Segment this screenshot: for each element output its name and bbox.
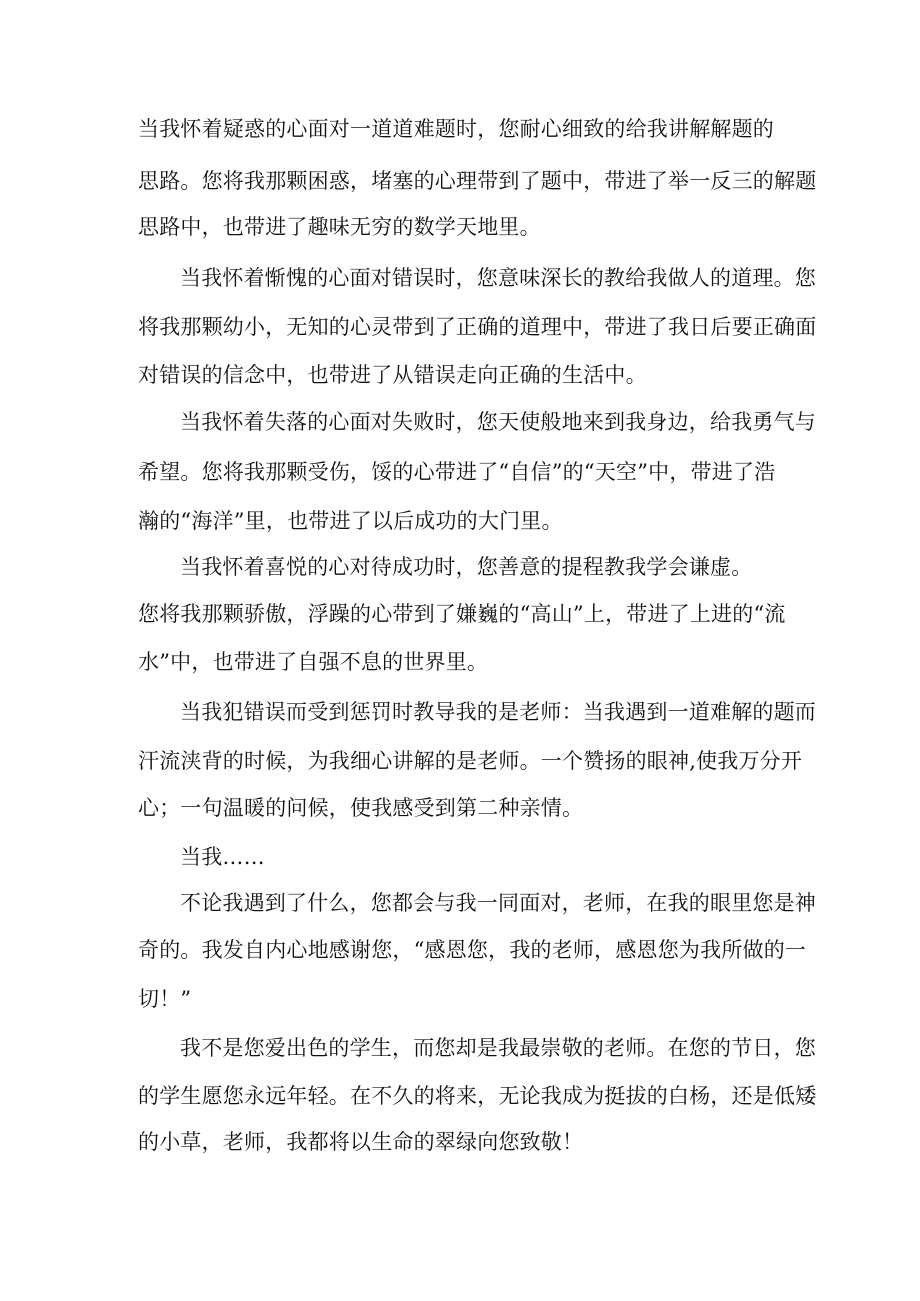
paragraph-4-line-2: 您将我那颗骄傲，浮躁的心带到了嫌巍的“高山”上，带进了上进的“流 bbox=[138, 602, 786, 626]
paragraph-3-line-2: 希望。您将我那颗受伤，馁的心带进了“自信”的“天空”中，带进了浩 bbox=[138, 460, 776, 484]
paragraph-7-line-2: 奇的。我发自内心地感谢您，“感恩您，我的老师，感恩您为我所做的一 bbox=[138, 938, 807, 962]
paragraph-3-line-1: 当我怀着失落的心面对失败时，您天使般地来到我身边，给我勇气与 bbox=[180, 410, 816, 434]
paragraph-2-line-1: 当我怀着惭愧的心面对错误时，您意味深长的教给我做人的道理。您 bbox=[180, 266, 816, 290]
paragraph-8-line-2: 的学生愿您永远年轻。在不久的将来，无论我成为挺拔的白杨，还是低矮 bbox=[138, 1084, 817, 1108]
paragraph-5-line-1: 当我犯错误而受到惩罚时教导我的是老师：当我遇到一道难解的题而 bbox=[180, 700, 816, 724]
paragraph-8-line-1: 我不是您爱出色的学生，而您却是我最崇敬的老师。在您的节日，您 bbox=[180, 1036, 816, 1060]
paragraph-2-line-3: 对错误的信念中，也带进了从错误走向正确的生活中。 bbox=[138, 363, 647, 387]
paragraph-5-line-3: 心；一句温暖的问候，使我感受到第二种亲情。 bbox=[138, 796, 584, 820]
paragraph-6-line-1: 当我…… bbox=[180, 845, 265, 869]
paragraph-3-line-3: 瀚的“海洋”里，也带进了以后成功的大门里。 bbox=[138, 509, 563, 533]
paragraph-7-line-3: 切！” bbox=[138, 987, 192, 1011]
paragraph-5-line-2: 汗流浃背的时候，为我细心讲解的是老师。一个赞扬的眼神,使我万分开 bbox=[138, 749, 803, 773]
paragraph-4-line-3: 水”中，也带进了自强不息的世界里。 bbox=[138, 650, 489, 674]
paragraph-7-line-1: 不论我遇到了什么，您都会与我一同面对，老师，在我的眼里您是神 bbox=[180, 891, 816, 915]
paragraph-1-line-1: 当我怀着疑惑的心面对一道道难题时，您耐心细致的给我讲解解题的 bbox=[138, 117, 774, 141]
paragraph-1-line-3: 思路中，也带进了趣味无穷的数学天地里。 bbox=[138, 215, 541, 239]
paragraph-8-line-3: 的小草，老师，我都将以生命的翠绿向您致敬！ bbox=[138, 1130, 584, 1154]
paragraph-1-line-2: 思路。您将我那颗困惑，堵塞的心理带到了题中，带进了举一反三的解题 bbox=[138, 169, 817, 193]
paragraph-4-line-1: 当我怀着喜悦的心对待成功时，您善意的提程教我学会谦虚。 bbox=[180, 555, 753, 579]
paragraph-2-line-2: 将我那颗幼小，无知的心灵带到了正确的道理中，带进了我日后要正确面 bbox=[138, 315, 817, 339]
